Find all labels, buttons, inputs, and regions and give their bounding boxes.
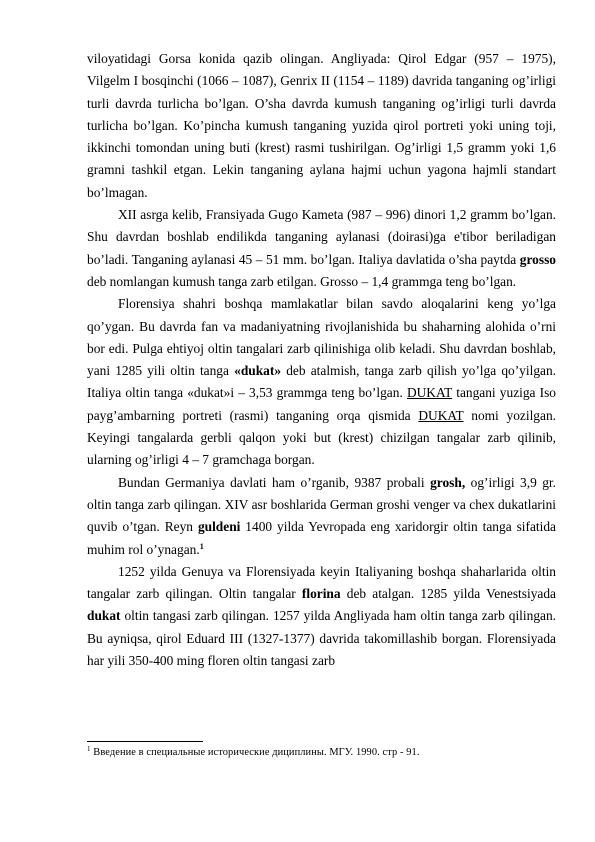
- footnote-divider: [87, 741, 203, 742]
- text-run: Bundan Germaniya davlati ham o’rganib, 9387 probali: [118, 474, 431, 490]
- bold-term: «dukat»: [234, 363, 282, 379]
- paragraph: [87, 48, 556, 204]
- text-run: viloyatidagi Gorsa konida qazib olingan. Angliyada: Qirol Edgar (957 – 1975), Vilgelm I bosqinchi (1066 – 1087), Genrix II (1154 – 1189) davrida tanganing og’irligi turli davrda turlicha bo’lgan. O’sha davrda kumush tanganing og’irligi turli davrda turlicha bo’lgan. Ko’pincha kumush tanganing yuzida qirol portreti yoki uning toji, ikkinchi tomondan uning buti (krest) rasmi tushirilgan. Og’irligi 1,5 gramm yoki 1,6 gramni tashkil etgan. Lekin tanganing aylana hajmi uchun yagona hajmli standart bo’lmagan.: [87, 51, 556, 200]
- text-run: nomi yozilgan. Keyingi tangalarda gerbli qalqon yoki but (krest) chizilgan tangalar zarb qilinib, ularning og’irligi 4 – 7 gramchaga borgan.: [87, 407, 556, 468]
- bold-term: florina: [301, 586, 341, 602]
- footnote-reference: 1: [199, 541, 204, 551]
- paragraph: [87, 204, 556, 293]
- text-run: 1252 yilda Genuya va Florensiyada keyin Italiyaning boshqa shaharlarida oltin tangalar zarb qilingan. Oltin tangalar: [87, 563, 556, 602]
- paragraph: [87, 472, 556, 561]
- footnote-mark: 1: [87, 745, 91, 753]
- underlined-term: DUKAT: [406, 385, 453, 401]
- text-run: Florensiya shahri boshqa mamlakatlar bilan savdo aloqalarini keng yo’lga qo’ygan. Bu davrda fan va madaniyatning rivojlanishida bu shaharning alohida o’rni bor edi. Pulga ehtiyoj oltin tangalari zarb qilinishiga olib keladi. Shu davrdan boshlab, yani 1285 yili oltin tanga: [87, 296, 556, 379]
- bold-term: dukat: [87, 608, 121, 624]
- paragraph: [87, 293, 556, 471]
- text-run: deb atalmish, tanga zarb qilish yo’lga qo’yilgan. Italiya oltin tanga «dukat»i – 3,53 grammga teng bo’lgan.: [87, 363, 557, 401]
- text-run: 1400 yilda Yevropada eng xaridorgir oltin tanga sifatida muhim rol o’ynagan.: [87, 519, 557, 557]
- paragraph: [87, 561, 556, 672]
- text-run: oltin tangasi zarb qilingan. 1257 yilda Angliyada ham oltin tanga zarb qilingan. Bu ayniqsa, qirol Eduard III (1327-1377) davrida takomillashib borgan. Florensiyada har yili 350-400 ming floren oltin tangasi zarb: [87, 608, 556, 669]
- bold-term: guldeni: [197, 519, 241, 535]
- bold-term: grosh,: [430, 474, 466, 490]
- text-run: XII asrga kelib, Fransiyada Gugo Kameta (987 – 996) dinori 1,2 gramm bo’lgan. Shu davrdan boshlab endilikda tanganing aylanasi (doirasi)ga e'tibor beriladigan bo’ladi. Tanganing aylanasi 45 – 51 mm. bo’lgan. Italiya davlatida o’sha paytda: [87, 207, 556, 267]
- text-run: deb atalgan. 1285 yilda Venestsiyada: [340, 586, 556, 602]
- body-text: [87, 48, 556, 672]
- text-run: deb nomlangan kumush tanga zarb etilgan. Grosso – 1,4 grammga teng bo’lgan.: [87, 273, 517, 289]
- footnote: [87, 746, 557, 759]
- text-run: og’irligi 3,9 gr. oltin tanga zarb qilingan. XIV asr boshlarida German groshi venger va chex dukatlarini quvib o’tgan. Reyn: [87, 474, 556, 535]
- text-run: tangani yuziga Iso payg’ambarning portreti (rasmi) tanganing orqa qismida: [87, 385, 557, 423]
- underlined-term: DUKAT: [418, 407, 464, 423]
- footnote-text: Введение в специальные исторические дициплины. МГУ. 1990. стр - 91.: [90, 747, 420, 758]
- bold-term: grosso: [519, 251, 556, 267]
